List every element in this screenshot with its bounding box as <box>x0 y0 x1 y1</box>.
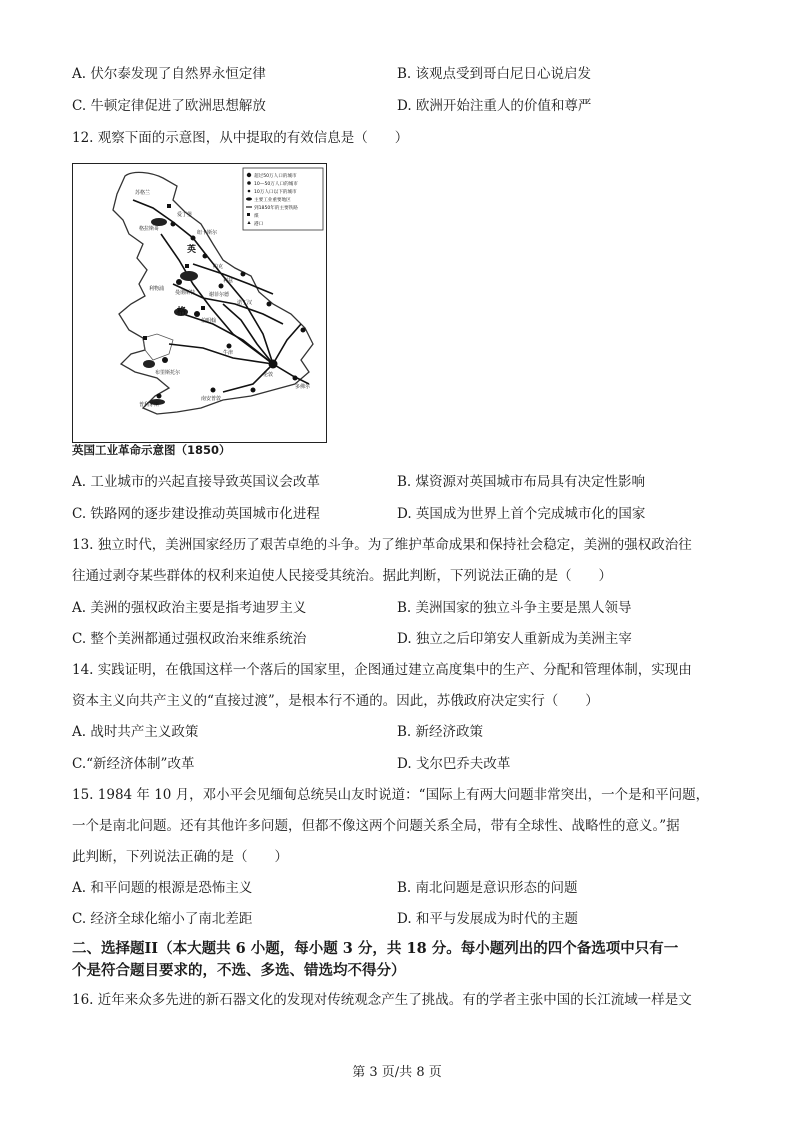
q12-option-d: D. 英国成为世界上首个完成城市化的国家 <box>397 506 646 522</box>
svg-text:诺丁汉: 诺丁汉 <box>237 300 253 306</box>
svg-text:利兹: 利兹 <box>223 278 234 284</box>
section2-heading-line-1: 二、选择题II（本大题共 6 小题，每小题 3 分，共 18 分。每小题列出的四个备选项中只有一 <box>72 940 679 957</box>
q12-option-c: C. 铁路网的逐步建设推动英国城市化进程 <box>72 506 320 522</box>
q14-option-c: C.“新经济体制”改革 <box>72 756 195 772</box>
svg-text:格拉斯哥: 格拉斯哥 <box>139 226 160 232</box>
q12-option-b: B. 煤资源对英国城市布局具有决定性影响 <box>397 474 646 490</box>
q14-option-b: B. 新经济政策 <box>397 724 484 740</box>
svg-text:谢菲尔德: 谢菲尔德 <box>209 292 230 298</box>
q12-stem: 12. 观察下面的示意图，从中提取的有效信息是（ ） <box>72 130 409 146</box>
svg-text:伯明翰: 伯明翰 <box>201 318 217 324</box>
svg-text:利物浦: 利物浦 <box>149 286 165 292</box>
q12-option-a: A. 工业城市的兴起直接导致英国议会改革 <box>72 474 320 490</box>
svg-text:南安普敦: 南安普敦 <box>201 396 222 402</box>
legend-item-4: 主要工业重要地区 <box>254 198 291 203</box>
wales-outline <box>143 334 173 360</box>
section2-heading-line-2: 个是符合题目要求的，不选、多选、错选均不得分） <box>72 962 406 979</box>
q16-stem-line-1: 16. 近年来众多先进的新石器文化的发现对传统观念产生了挑战。有的学者主张中国的长江流域一样是文 <box>72 992 692 1008</box>
q15-option-c: C. 经济全球化缩小了南北差距 <box>72 911 253 927</box>
q11-option-a: A. 伏尔泰发现了自然界永恒定律 <box>72 66 266 82</box>
legend-item-1: 超过50万人口的城市 <box>254 174 297 179</box>
q15-stem-line-3: 此判断，下列说法正确的是（ ） <box>72 849 288 865</box>
svg-text:普利茅斯: 普利茅斯 <box>139 402 160 408</box>
q11-option-c: C. 牛顿定律促进了欧洲思想解放 <box>72 98 266 114</box>
map-svg <box>73 164 326 442</box>
britain-industrial-map <box>72 163 327 443</box>
q14-option-d: D. 戈尔巴乔夫改革 <box>397 756 511 772</box>
q11-option-b: B. 该观点受到哥白尼日心说启发 <box>397 66 592 82</box>
q13-option-a: A. 美洲的强权政治主要是指考迪罗主义 <box>72 600 307 616</box>
q15-option-d: D. 和平与发展成为时代的主题 <box>397 911 578 927</box>
svg-text:多佛尔: 多佛尔 <box>295 384 311 390</box>
legend-item-6: 煤 <box>254 214 259 219</box>
q15-stem-line-2: 一个是南北问题。还有其他许多问题，但都不像这两个问题关系全局，带有全球性、战略性的意义。”据 <box>72 818 680 834</box>
q13-option-d: D. 独立之后印第安人重新成为美洲主宰 <box>397 631 632 647</box>
svg-text:约克: 约克 <box>213 264 224 270</box>
svg-text:英: 英 <box>187 245 197 255</box>
svg-text:纽卡斯尔: 纽卡斯尔 <box>197 230 218 236</box>
q14-option-a: A. 战时共产主义政策 <box>72 724 199 740</box>
svg-text:布里斯托尔: 布里斯托尔 <box>155 370 181 376</box>
map-caption: 英国工业革命示意图（1850） <box>72 443 231 457</box>
q13-option-b: B. 美洲国家的独立斗争主要是黑人领导 <box>397 600 632 616</box>
svg-text:格: 格 <box>177 307 187 317</box>
q13-stem-line-2: 往通过剥夺某些群体的权利来迫使人民接受其统治。据此判断，下列说法正确的是（ ） <box>72 568 612 584</box>
q14-stem-line-2: 资本主义向共产主义的“直接过渡”，是根本行不通的。因此，苏俄政府决定实行（ ） <box>72 693 599 709</box>
legend-item-7: 港口 <box>254 222 264 227</box>
q15-option-b: B. 南北问题是意识形态的问题 <box>397 880 578 896</box>
svg-text:伦敦: 伦敦 <box>263 372 274 378</box>
legend-item-2: 10—50万人口的城市 <box>254 182 298 187</box>
page-footer: 第 3 页/共 8 页 <box>352 1065 442 1080</box>
legend-item-5: 到1850年的主要铁路 <box>254 206 298 211</box>
q13-stem-line-1: 13. 独立时代，美洲国家经历了艰苦卓绝的斗争。为了维护革命成果和保持社会稳定，美洲的强权政治往 <box>72 537 692 553</box>
q15-stem-line-1: 15. 1984 年 10 月，邓小平会见缅甸总统吴山友时说道：“国际上有两大问题非常突出，一个是和平问题， <box>72 787 710 803</box>
q13-option-c: C. 整个美洲都通过强权政治来维系统治 <box>72 631 307 647</box>
svg-text:曼彻斯特: 曼彻斯特 <box>175 290 196 296</box>
legend-item-3: 10万人口以下的城市 <box>254 190 297 195</box>
q15-option-a: A. 和平问题的根源是恐怖主义 <box>72 880 253 896</box>
svg-text:爱丁堡: 爱丁堡 <box>177 212 193 218</box>
q14-stem-line-1: 14. 实践证明，在俄国这样一个落后的国家里，企图通过建立高度集中的生产、分配和管理体制，实现由 <box>72 662 692 678</box>
q11-option-d: D. 欧洲开始注重人的价值和尊严 <box>397 98 592 114</box>
svg-text:牛津: 牛津 <box>223 350 234 356</box>
svg-text:苏格兰: 苏格兰 <box>135 190 151 196</box>
